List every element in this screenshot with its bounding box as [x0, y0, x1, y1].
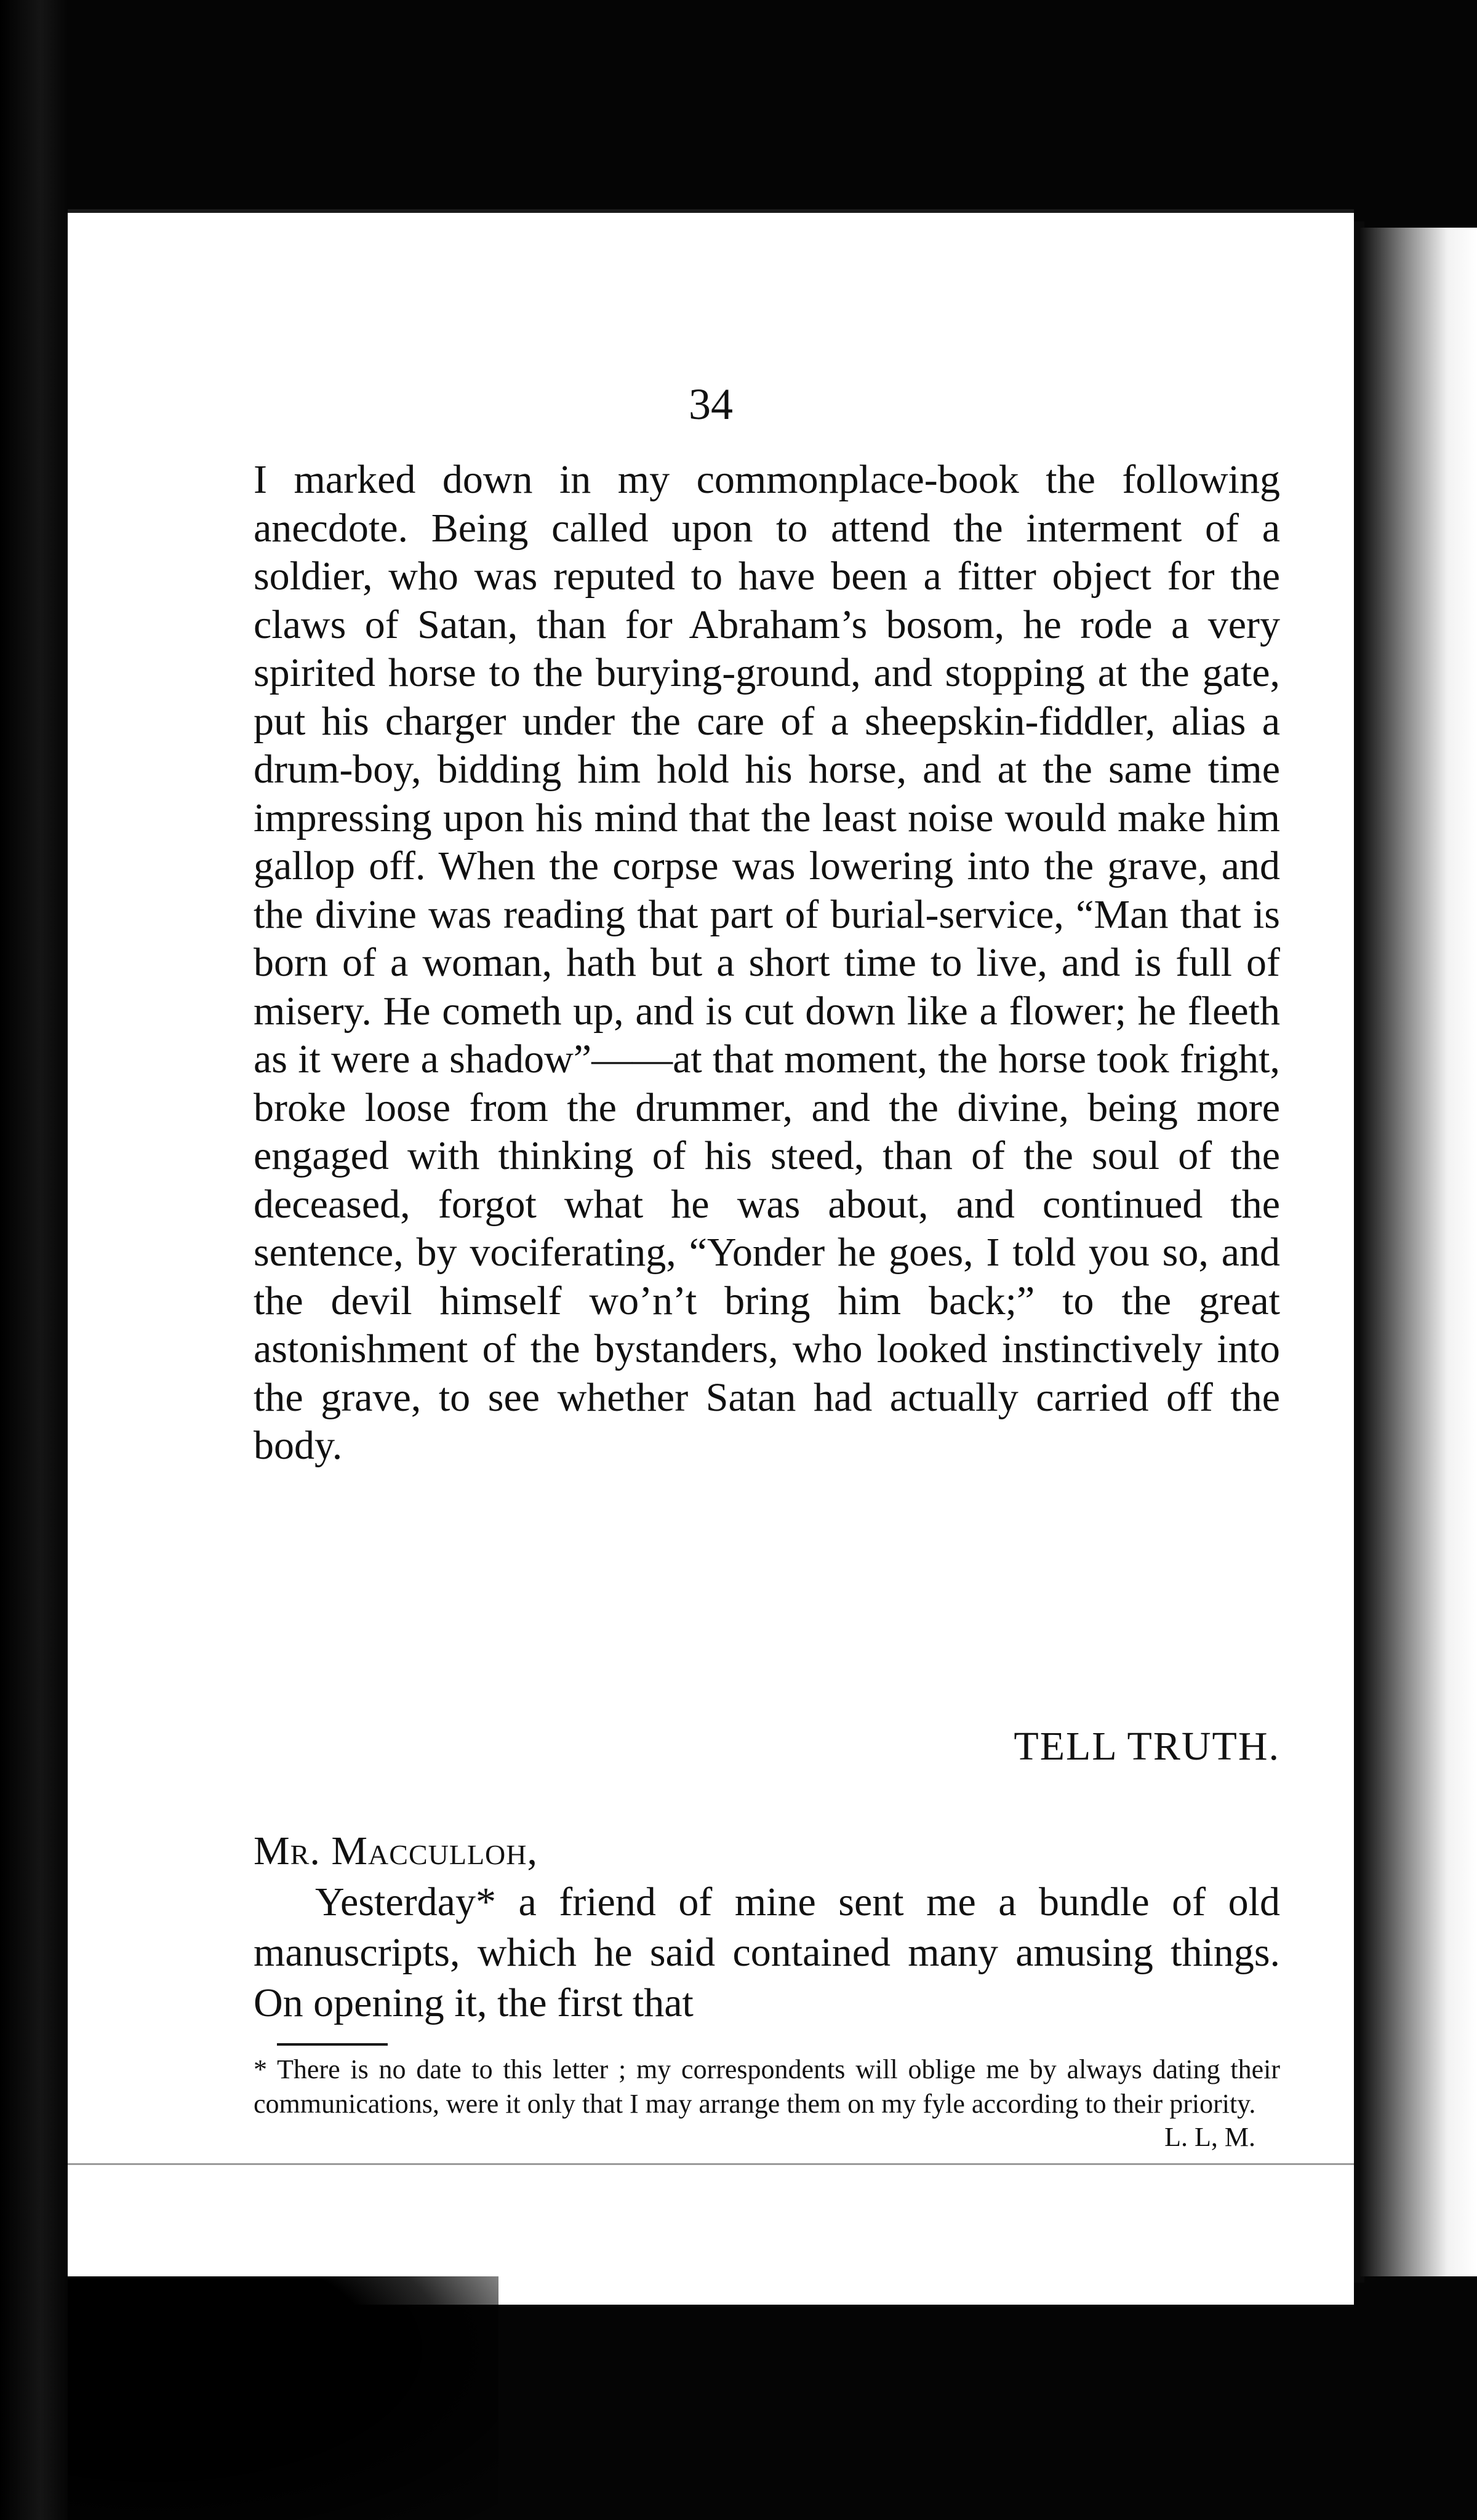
letter-salutation: Mr. Macculloh,: [254, 1828, 538, 1873]
thumb-shadow: [68, 2276, 498, 2520]
footnote-divider: [277, 2043, 388, 2046]
book-page: [68, 209, 1354, 2305]
anecdote-paragraph: I marked down in my commonplace-book the following anecdote. Being called upon to attend the interment of a soldier, who was reputed to have been a fitter object for the claws of Satan, than for Abraham’s bosom, he rode a very spirited horse to the burying-ground, and stopping at the gate, put his charger under the care of a sheepskin-fiddler, alias a drum-boy, bidding him hold his horse, and at the same time impressing upon his mind that the least noise would make him gallop off. When the corpse was lowering into the grave, and the divine was reading that part of burial-service, “Man that is born of a woman, hath but a short time to live, and is full of misery. He cometh up, and is cut down like a flower; he fleeth as it were a shadow”——at that moment, the horse took fright, broke loose from the drummer, and the divine, being more engaged with thinking of his steed, than of the soul of the deceased, forgot what he was about, and continued the sentence, by vociferating, “Yonder he goes, I told you so, and the devil himself wo’n’t bring him back;” to the great astonishment of the bystanders, who looked instinctively into the grave, to see whether Satan had actually carried off the body.: [254, 457, 1280, 1468]
page-crease-line: [68, 2163, 1354, 2165]
page-number: 34: [689, 380, 733, 429]
book-gutter-shadow: [0, 0, 68, 2520]
letter-paragraph: Yesterday* a friend of mine sent me a bundle of old manuscripts, which he said contained many amusing things. On opening it, the first that: [254, 1880, 1280, 2025]
anecdote-signature: TELL TRUTH.: [1014, 1724, 1280, 1769]
next-page-leaf: [1360, 228, 1477, 2276]
footnote: * There is no date to this letter ; my correspondents will oblige me by always dating their communications, were it only that I may arrange them on my fyle according to their priority.: [254, 2054, 1280, 2119]
footnote-signature: L. L, M.: [1164, 2122, 1255, 2152]
